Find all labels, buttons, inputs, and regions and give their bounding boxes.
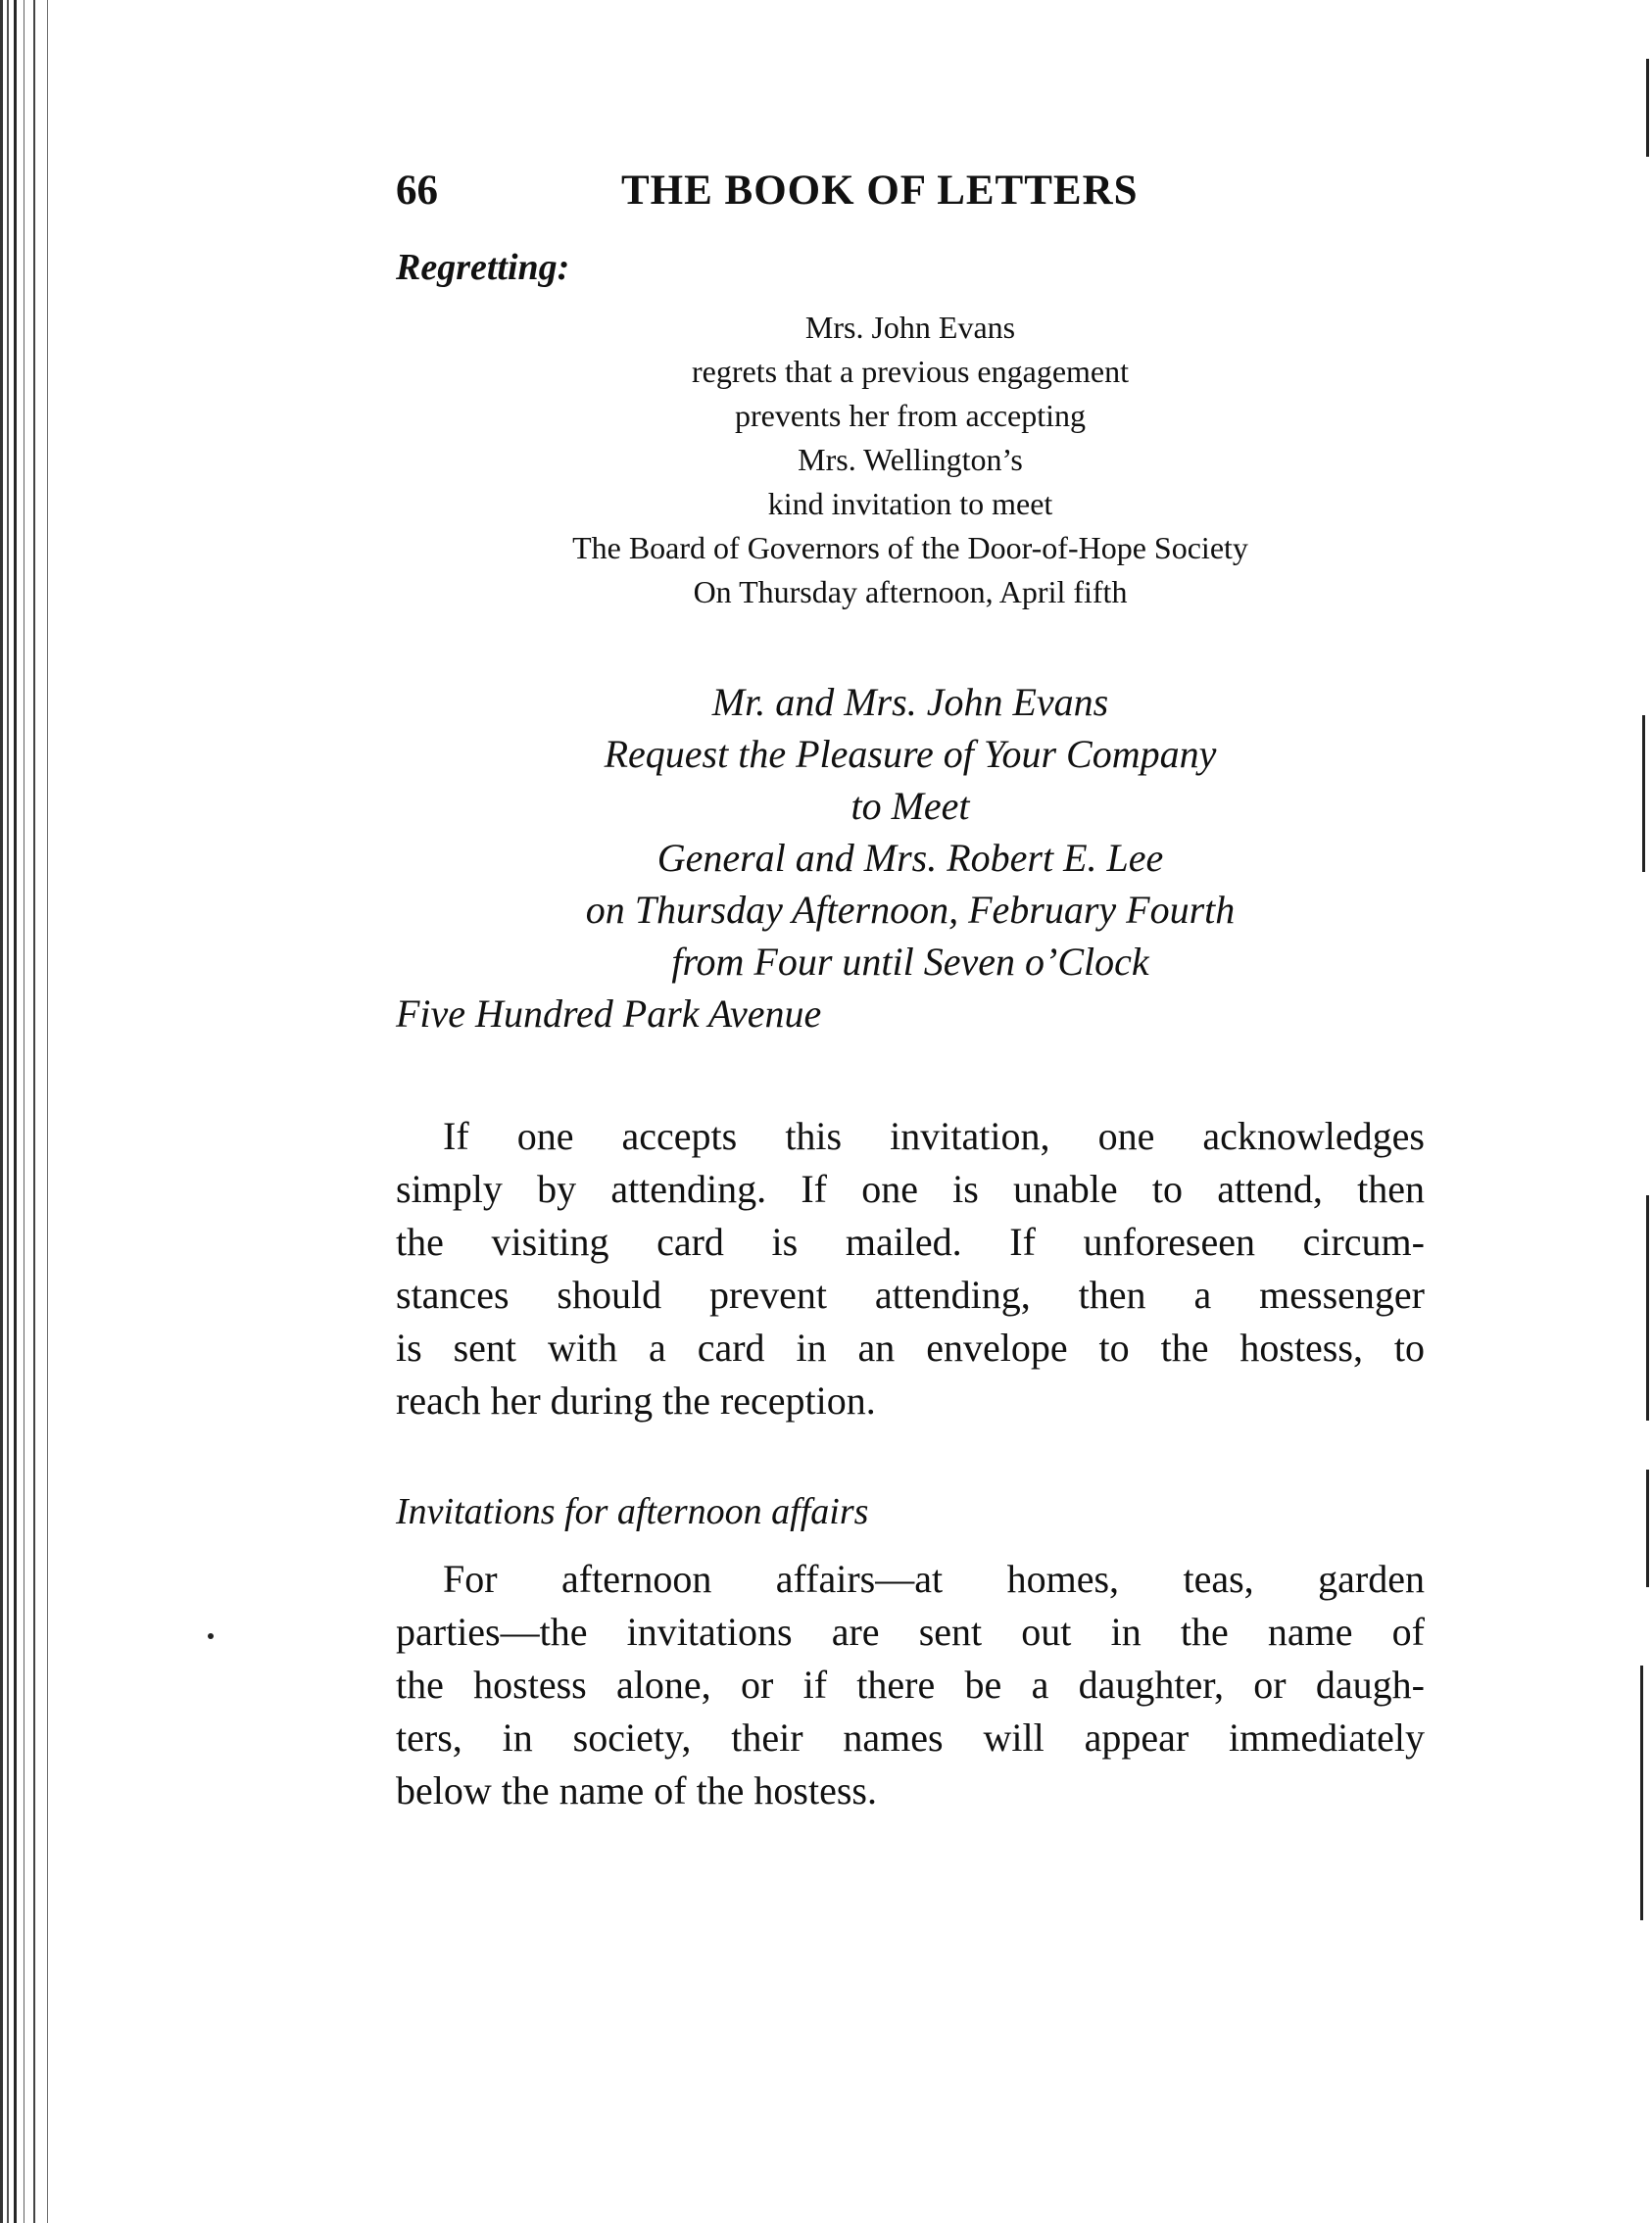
- paragraph-line: For afternoon affairs—at homes, teas, garden: [443, 1557, 1425, 1601]
- invitation-sample: [396, 676, 1425, 1039]
- regret-line: The Board of Governors of the Door-of-Hope Society: [572, 530, 1248, 565]
- invitation-line: Request the Pleasure of Your Company: [604, 732, 1217, 776]
- regret-line: kind invitation to meet: [767, 486, 1053, 521]
- paragraph-line: the hostess alone, or if there be a daughter, or daugh-: [396, 1663, 1425, 1707]
- invitation-address: Five Hundred Park Avenue: [396, 991, 822, 1036]
- regret-line: prevents her from accepting: [734, 398, 1087, 433]
- page-header: [396, 157, 1225, 225]
- paragraph-line: the visiting card is mailed. If unforeseen circum-: [396, 1220, 1425, 1264]
- paragraph-line: ters, in society, their names will appear immediately: [396, 1716, 1425, 1760]
- invitation-line: Mr. and Mrs. John Evans: [711, 680, 1109, 724]
- paragraph-line: reach her during the reception.: [396, 1378, 876, 1423]
- running-title: THE BOOK OF LETTERS: [621, 168, 1139, 214]
- paragraph-line: simply by attending. If one is unable to attend, then: [396, 1167, 1425, 1211]
- regret-line: On Thursday afternoon, April fifth: [693, 574, 1128, 609]
- subheading-afternoon-affairs: Invitations for afternoon affairs: [396, 1491, 869, 1532]
- scan-edge-mark: [1646, 1470, 1649, 1587]
- scan-edge-mark: [1646, 59, 1649, 157]
- scan-edge-mark: [1646, 1195, 1649, 1421]
- scan-edge-mark: [1642, 715, 1645, 872]
- paragraph-line: parties—the invitations are sent out in the name of: [396, 1610, 1425, 1654]
- page-number: 66: [396, 168, 438, 214]
- paragraph-line: below the name of the hostess.: [396, 1768, 877, 1812]
- regret-line: regrets that a previous engagement: [691, 354, 1130, 389]
- paragraph-line: is sent with a card in an envelope to the hostess, to: [396, 1326, 1425, 1370]
- scan-binding-edge: [0, 0, 61, 2223]
- invitation-line: on Thursday Afternoon, February Fourth: [585, 888, 1236, 932]
- scan-edge-mark: [1640, 1666, 1643, 1920]
- paragraph-line: If one accepts this invitation, one acknowledges: [443, 1114, 1425, 1158]
- regret-note: [396, 306, 1425, 614]
- paragraph-afternoon-affairs: [396, 1553, 1425, 1817]
- section-label-regretting: Regretting:: [396, 247, 570, 288]
- regret-line: Mrs. Wellington’s: [798, 442, 1023, 477]
- paragraph-line: stances should prevent attending, then a messenger: [396, 1273, 1425, 1317]
- invitation-line: General and Mrs. Robert E. Lee: [656, 836, 1164, 880]
- invitation-line: to Meet: [850, 784, 970, 828]
- regret-line: Mrs. John Evans: [804, 310, 1016, 345]
- invitation-line: from Four until Seven o’Clock: [671, 940, 1149, 984]
- paragraph-acceptance: [396, 1110, 1425, 1427]
- scan-speck: [208, 1633, 214, 1639]
